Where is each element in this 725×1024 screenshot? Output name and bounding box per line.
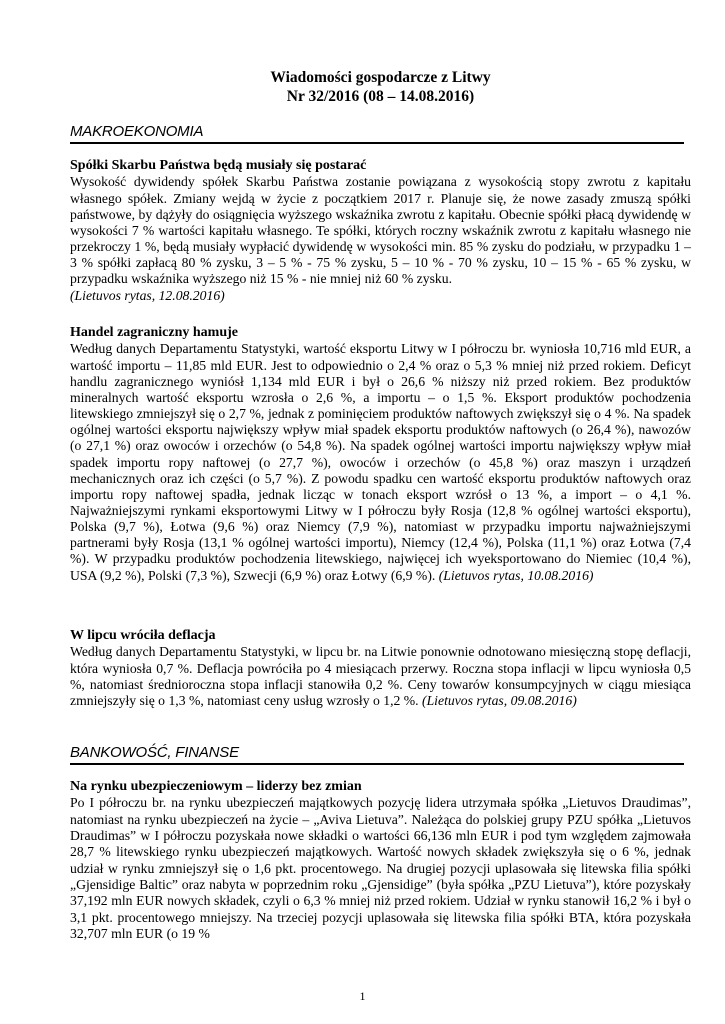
- article-source: (Lietuvos rytas, 12.08.2016): [70, 287, 225, 303]
- article-deflacja: [70, 628, 691, 709]
- article-body: Według danych Departamentu Statystyki, w lipcu br. na Litwie ponownie odnotowano miesięczną stopę deflacji, która wyniosła 0,7 %. Deflacja powróciła po 4 miesiącach przerwy. Roczna stopa inflacji w lipcu wyniosła 0,5 %, natomiast średnioroczna stopa inflacji stanowiła 0,2 %. Ceny towarów konsumpcyjnych w ciągu miesiąca zmniejszyły się o 1,3 %, natomiast ceny usług wzrosły o 1,2 %. (Lietuvos rytas, 09.08.2016): [70, 644, 691, 708]
- article-source: (Lietuvos rytas, 09.08.2016): [422, 692, 577, 708]
- article-rynek-ubezpieczeniowy: [70, 779, 691, 943]
- article-spolki-skarbu-panstwa: [70, 158, 691, 304]
- article-handel-zagraniczny: [70, 325, 691, 584]
- document-issue-number: Nr 32/2016 (08 – 14.08.2016): [286, 88, 475, 105]
- article-title: Handel zagraniczny hamuje: [70, 325, 238, 340]
- article-title: Na rynku ubezpieczeniowym – liderzy bez zmian: [70, 779, 362, 794]
- document-header: [70, 68, 691, 106]
- article-body: Według danych Departamentu Statystyki, wartość eksportu Litwy w I półroczu br. wyniosła 10,716 mld EUR, a wartość importu – 11,85 mld EUR. Jest to odpowiednio o 2,4 % oraz o 5,3 % mniej niż przed rokiem. Deficyt handlu zagranicznego wyniósł 1,134 mld EUR i był o 26,6 % niższy niż przed rokiem. Bez produktów mineralnych wartość eksportu wzrosła o 2,6 %, a importu – o 1,5 %. Eksport produktów pochodzenia litewskiego zmniejszył się o 2,7 %, jednak z pominięciem produktów naftowych zwiększył się o 4 %. Na spadek ogólnej wartości eksportu największy wpływ miał spadek eksportu produktów naftowych (o 26,4 %), nawozów (o 27,1 %) oraz owoców i orzechów (o 54,8 %). Na spadek ogólnej wartości importu największy wpływ miał spadek importu ropy naftowej (o 27,7 %), owoców i orzechów (o 45,8 %) oraz maszyn i urządzeń mechanicznych oraz ich części (o 5,7 %). Z powodu spadku cen wartość eksportu produktów naftowych oraz importu ropy naftowej spadła, jednak licząc w tonach eksport wzrósł o 13 %, a import – o 4,1 %. Najważniejszymi rynkami eksportowymi Litwy w I półroczu były Rosja (12,8 % ogólnej wartości eksportu), Polska (9,7 %), Łotwa (9,6 %) oraz Niemcy (7,9 %), natomiast w przypadku importu najważniejszymi partnerami były Rosja (13,1 % ogólnej wartości importu), Niemcy (12,4 %), Polska (11,1 %) oraz Łotwa (7,4 %). W przypadku produktów pochodzenia litewskiego, najwięcej ich wyeksportowano do Niemiec (10,4 %), USA (9,2 %), Polski (7,3 %), Szwecji (6,9 %) oraz Łotwy (6,9 %). (Lietuvos rytas, 10.08.2016): [70, 341, 691, 583]
- section-heading-makroekonomia: MAKROEKONOMIA: [70, 123, 684, 144]
- page-number: 1: [359, 989, 366, 1003]
- article-body: Wysokość dywidendy spółek Skarbu Państwa zostanie powiązana z wysokością stopy zwrotu z kapitału własnego spółek. Zmiany wejdą w życie z początkiem 2017 r. Planuje się, że nowe zasady zmuszą spółki państwowe, by dążyły do osiągnięcia wyższego wskaźnika zwrotu z kapitału. Obecnie spółki płacą dywidendę w wysokości 7 % wartości kapitału własnego. Te spółki, których roczny wskaźnik zwrotu z kapitału własnego nie przekroczy 1 %, będą musiały wypłacić dywidendę w wysokości min. 85 % zysku do podziału, w przypadku 1 – 3 % spółki zapłacą 80 % zysku, 3 – 5 % - 75 % zysku, 5 – 10 % - 70 % zysku, 10 – 15 % - 65 % zysku, w przypadku wskaźnika wyższego niż 15 % - nie mniej niż 60 % zysku. (Lietuvos rytas, 12.08.2016): [70, 174, 691, 303]
- article-source: (Lietuvos rytas, 10.08.2016): [438, 567, 594, 583]
- section-heading-bankowosc-finanse: BANKOWOŚĆ, FINANSE: [70, 744, 684, 765]
- document-title: Wiadomości gospodarcze z Litwy: [270, 69, 491, 86]
- article-title: W lipcu wróciła deflacja: [70, 628, 216, 643]
- article-body: Po I półroczu br. na rynku ubezpieczeń majątkowych pozycję lidera utrzymała spółka „Lietuvos Draudimas”, natomiast na rynku ubezpieczeń na życie – „Aviva Lietuva”. Należąca do polskiej grupy PZU spółka „Lietuvos Draudimas” w I półroczu pozyskała nowe składki o wartości 66,136 mln EUR i pod tym względem zajmowała 28,7 % litewskiego rynku ubezpieczeń majątkowych. Wartość nowych składek zwiększyła się o 6 %, jednak udział w rynku zmniejszył się o 1,6 pkt. procentowego. Na drugiej pozycji uplasowała się litewska filia spółki „Gjensidige Baltic” oraz nabyta w poprzednim roku „Gjensidige” (była spółka „PZU Lietuva”), które pozyskały 37,192 mln EUR nowych składek, czyli o 6,3 % mniej niż przed rokiem. Udział w rynku stanowił 16,2 % i był o 3,1 pkt. procentowego mniejszy. Na trzeciej pozycji uplasowała się litewska filia spółki BTA, która pozyskała 32,707 mln EUR (o 19 %: [70, 795, 691, 942]
- article-title: Spółki Skarbu Państwa będą musiały się postarać: [70, 158, 367, 173]
